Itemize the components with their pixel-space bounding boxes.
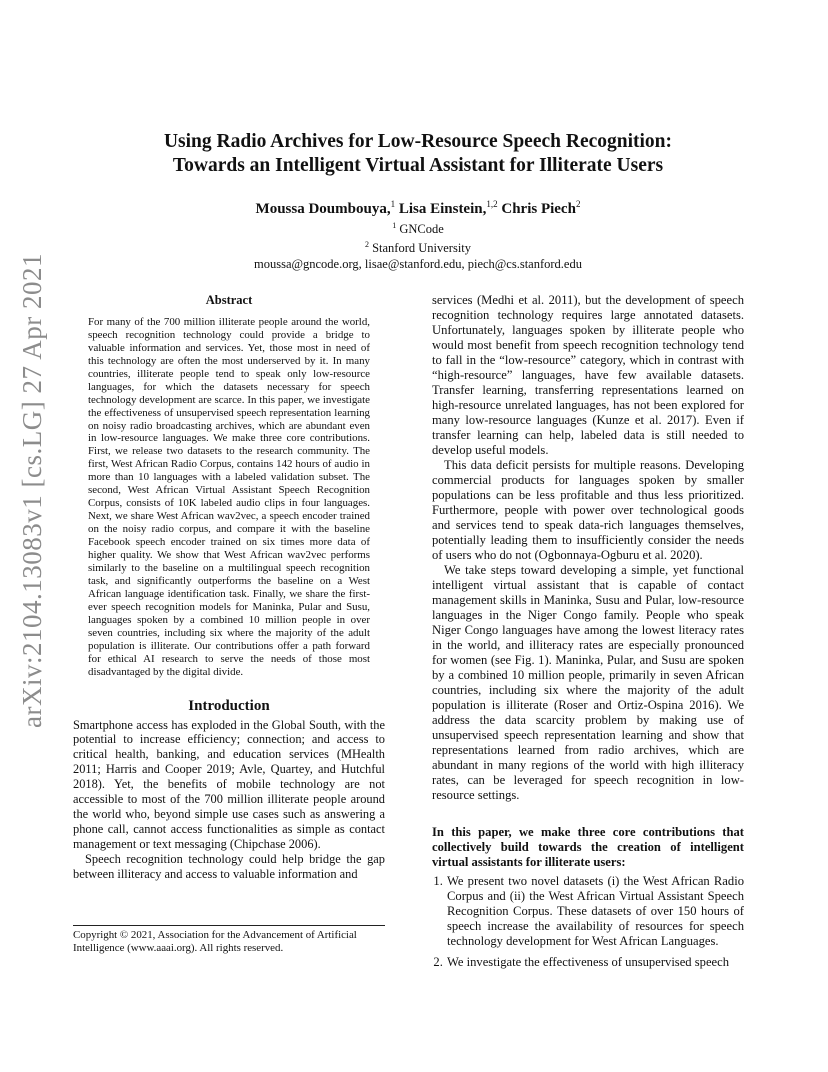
author-list: [90, 199, 746, 218]
right-column: [432, 293, 744, 976]
arxiv-identifier: [14, 252, 50, 728]
paper-title: [90, 130, 746, 178]
affiliation-2: $^2$ Stanford University: [364, 240, 472, 256]
author-emails: moussa@gncode.org, lisae@stanford.edu, piech@cs.stanford.edu: [254, 257, 582, 272]
contributions-heading: In this paper, we make three core contributions that collectively build towards the creation of intelligent virtual assistants for illiterate users:: [432, 825, 744, 869]
contributions-list: [432, 874, 744, 970]
paper-header: [90, 130, 746, 272]
right-paragraph-3: We take steps toward developing a simple, yet functional intelligent virtual assistant that is capable of contact management skills in Maninka, Susu and Pular, low-resource languages in the Niger Congo family. People who speak Niger Congo languages have among the lowest literacy rates in the world, and illiteracy rates are especially pronounced for women (see Fig. 1). Maninka, Pular, and Susu are spoken by a combined 10 million people, primarily in seven African countries, including six where the majority of the adult population is illiterate (Roser and Ortiz-Ospina 2016). We address the data scarcity problem by making use of unsupervised speech representation learning and show that representations learned from radio archives, which are abundant in many regions of the world with high illiteracy rates, can be leveraged for speech recognition in low-resource settings.: [432, 563, 744, 802]
author-2: Lisa Einstein,$^{1,2}$: [398, 199, 498, 217]
introduction-heading: Introduction: [188, 697, 270, 714]
title-line-1: Using Radio Archives for Low-Resource Speech Recognition:: [163, 131, 673, 152]
contribution-item-2: 2. We investigate the effectiveness of unsupervised speech: [446, 955, 744, 970]
intro-paragraph-1: Smartphone access has exploded in the Global South, with the potential to increase efficiency; connection; and access to critical health, banking, and education services (MHealth 2011; Harris and Cooper 2019; Avle, Quartey, and Hutchful 2018). Yet, the benefits of mobile technology are not accessible to most of the 700 million illiterate people around the world who, beyond simple use cases such as answering a phone call, cannot access functionalities as simple as contact management or text messaging (Chipchase 2006).: [73, 717, 385, 851]
left-column: [73, 293, 385, 881]
arxiv-identifier-text: arXiv:2104.13083v1 [cs.LG] 27 Apr 2021: [16, 252, 47, 728]
copyright-footnote: Copyright © 2021, Association for the Advancement of Artificial Intelligence (www.aaai.org). All rights reserved.: [73, 925, 385, 955]
intro-paragraph-2: Speech recognition technology could help bridge the gap between illiteracy and access to valuable information and: [73, 851, 385, 881]
right-paragraph-1: services (Medhi et al. 2011), but the development of speech recognition technology requires large annotated datasets. Unfortunately, languages spoken by illiterate people who would most benefit from speech recognition technology tend to fall in the “low-resource” category, which in contrast with “high-resource” languages, have few available datasets. Transfer learning, transferring representations learned on high-resource unrelated languages, has not been explored for many low-resource languages (Kunze et al. 2017). Even if transfer learning can help, labeled data is still needed to develop useful models.: [432, 293, 744, 457]
abstract-heading: Abstract: [205, 293, 253, 307]
author-3: Chris Piech$^2$: [501, 199, 581, 217]
abstract-text: For many of the 700 million illiterate people around the world, speech recognition technology could provide a bridge to valuable information and services. Yet, those most in need of this technology are often the most underserved by it. In many countries, illiterate people tend to speak only low-resource languages, for which the datasets necessary for speech technology development are scarce. In this paper, we investigate the effectiveness of unsupervised speech representation learning on noisy radio broadcasting archives, which are abundant even in low-resource languages. We make three core contributions. First, we release two datasets to the research community. The first, West African Radio Corpus, contains 142 hours of audio in more than 10 languages with a labeled validation subset. The second, West African Virtual Assistant Speech Recognition Corpus, consists of 10K labeled audio clips in four languages. Next, we share West African wav2vec, a speech encoder trained on the noisy radio corpus, and compare it with the baseline Facebook speech encoder trained on six times more data of higher quality. We show that West African wav2vec performs similarly to the baseline on a multilingual speech recognition task, and significantly outperforms the baseline on a West African language identification task. Finally, we share the first-ever speech recognition models for Maninka, Pular and Susu, languages spoken by a combined 10 million people in over seven countries, including six where the majority of the adult population is illiterate. Our contributions offer a path forward for ethical AI research to serve the needs of those most disadvantaged by the digital divide.: [88, 315, 370, 678]
author-1: Moussa Doumbouya,$^1$: [255, 199, 396, 217]
affiliation-1: $^1$ GNCode: [392, 221, 444, 237]
title-line-2: Towards an Intelligent Virtual Assistant for Illiterate Users: [172, 155, 664, 176]
contribution-item-1: 1. We present two novel datasets (i) the West African Radio Corpus and (ii) the West African Virtual Assistant Speech Recognition Corpus. These datasets of over 150 hours of speech increase the availability of resources for speech technology development for West African Languages.: [446, 874, 744, 949]
right-paragraph-2: This data deficit persists for multiple reasons. Developing commercial products for languages spoken by smaller populations can be less profitable and thus less prioritized. Furthermore, people with power over technological goods and services tend to speak data-rich languages themselves, potentially leading them to insufficiently consider the needs of users who do not (Ogbonnaya-Ogburu et al. 2020).: [432, 458, 744, 562]
